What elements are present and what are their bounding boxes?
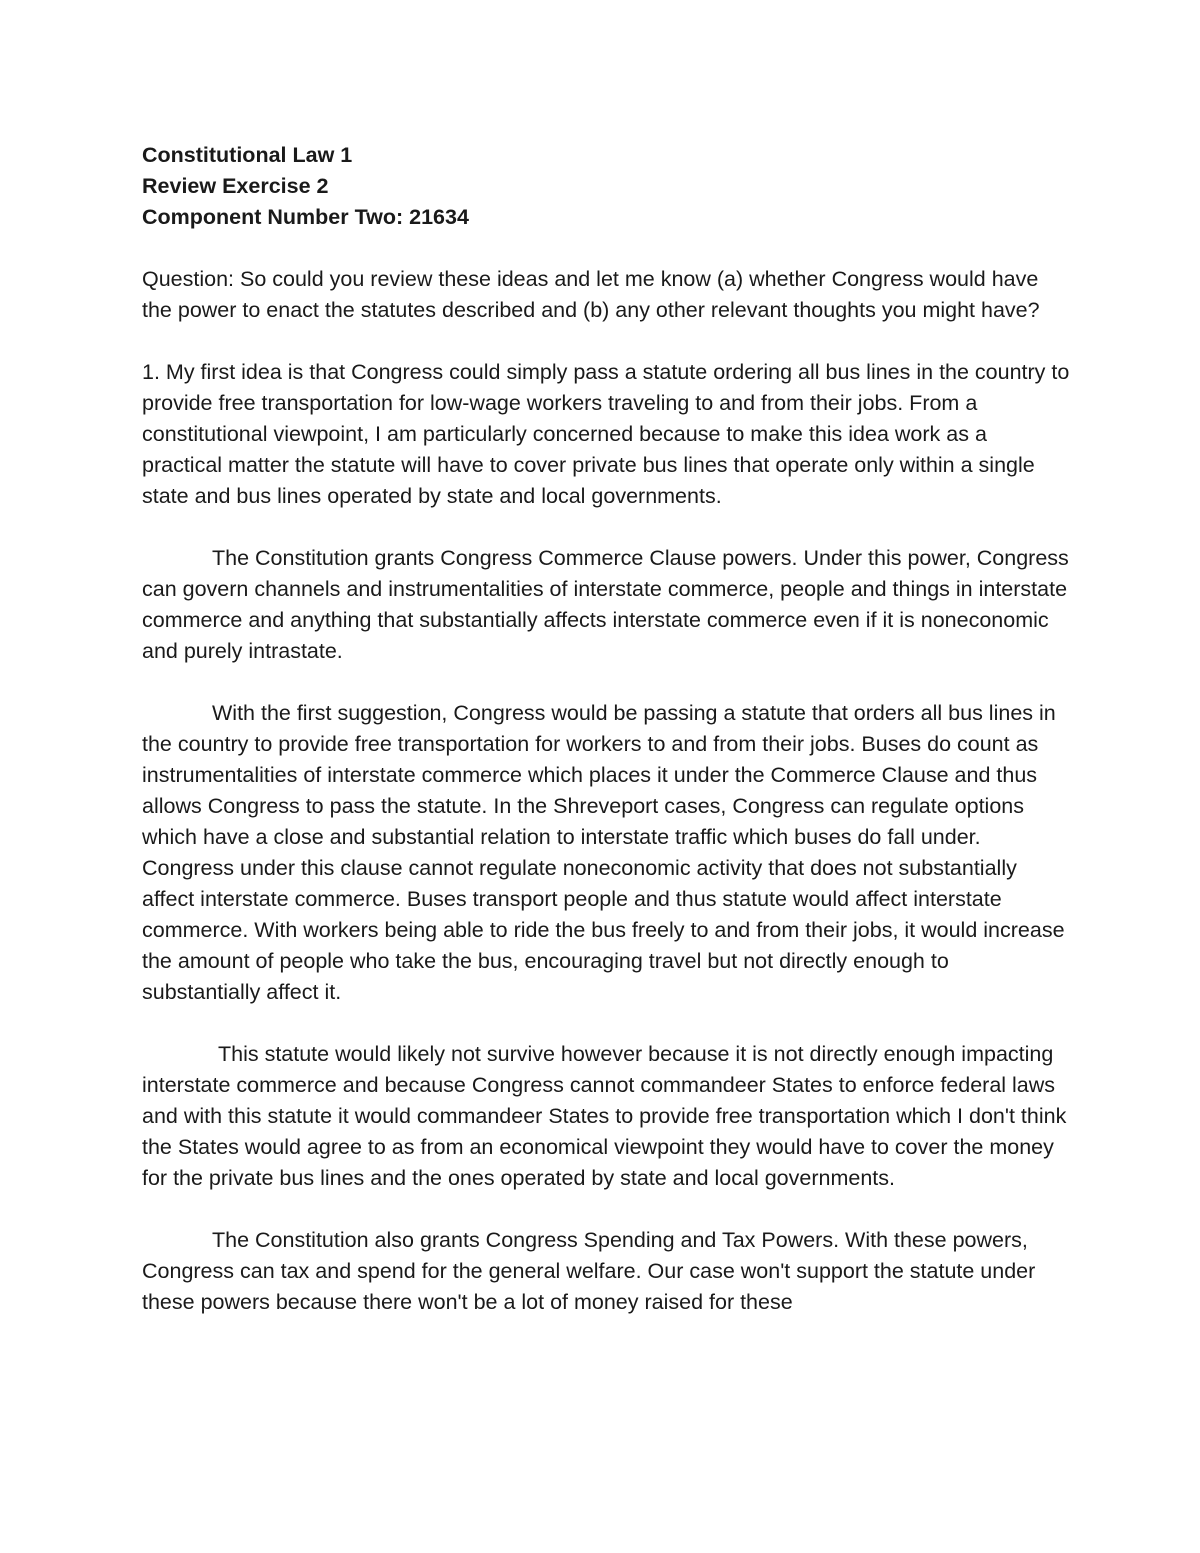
document-page [142, 140, 1072, 1349]
commerce-clause-paragraph: The Constitution grants Congress Commerce Clause powers. Under this power, Congress can govern channels and instrumentalities of interstate commerce, people and things in interstate commerce and anything that substantially affects interstate commerce even if it is noneconomic and purely intrastate. [142, 546, 1069, 663]
exercise-title: Review Exercise 2 [142, 174, 329, 198]
idea-one-paragraph: 1. My first idea is that Congress could simply pass a statute ordering all bus lines in the country to provide free transportation for low-wage workers traveling to and from their jobs. From a constitutional viewpoint, I am particularly concerned because to make this idea work as a practical matter the statute will have to cover private bus lines that operate only within a single state and bus lines operated by state and local governments. [142, 360, 1070, 508]
spending-tax-paragraph: The Constitution also grants Congress Spending and Tax Powers. With these powers, Congress can tax and spend for the general welfare. Our case won't support the statute under these powers because there won't be a lot of money raised for these [142, 1228, 1036, 1314]
question-paragraph: Question: So could you review these ideas and let me know (a) whether Congress would have the power to enact the statutes described and (b) any other relevant thoughts you might have? [142, 267, 1040, 322]
document-header [142, 140, 1072, 233]
commandeering-paragraph: This statute would likely not survive however because it is not directly enough impacting interstate commerce and because Congress cannot commandeer States to enforce federal laws and with this statute it would commandeer States to provide free transportation which I don't think the States would agree to as from an economical viewpoint they would have to cover the money for the private bus lines and the ones operated by state and local governments. [142, 1042, 1073, 1190]
first-suggestion-paragraph: With the first suggestion, Congress would be passing a statute that orders all bus lines in the country to provide free transportation for workers to and from their jobs. Buses do count as instrumentalities of interstate commerce which places it under the Commerce Clause and thus allows Congress to pass the statute. In the Shreveport cases, Congress can regulate options which have a close and substantial relation to interstate traffic which buses do fall under. Congress under this clause cannot regulate noneconomic activity that does not substantially affect interstate commerce. Buses transport people and thus statute would affect interstate commerce. With workers being able to ride the bus freely to and from their jobs, it would increase the amount of people who take the bus, encouraging travel but not directly enough to substantially affect it. [142, 701, 1065, 1004]
component-number: Component Number Two: 21634 [142, 205, 469, 229]
course-title: Constitutional Law 1 [142, 143, 353, 167]
